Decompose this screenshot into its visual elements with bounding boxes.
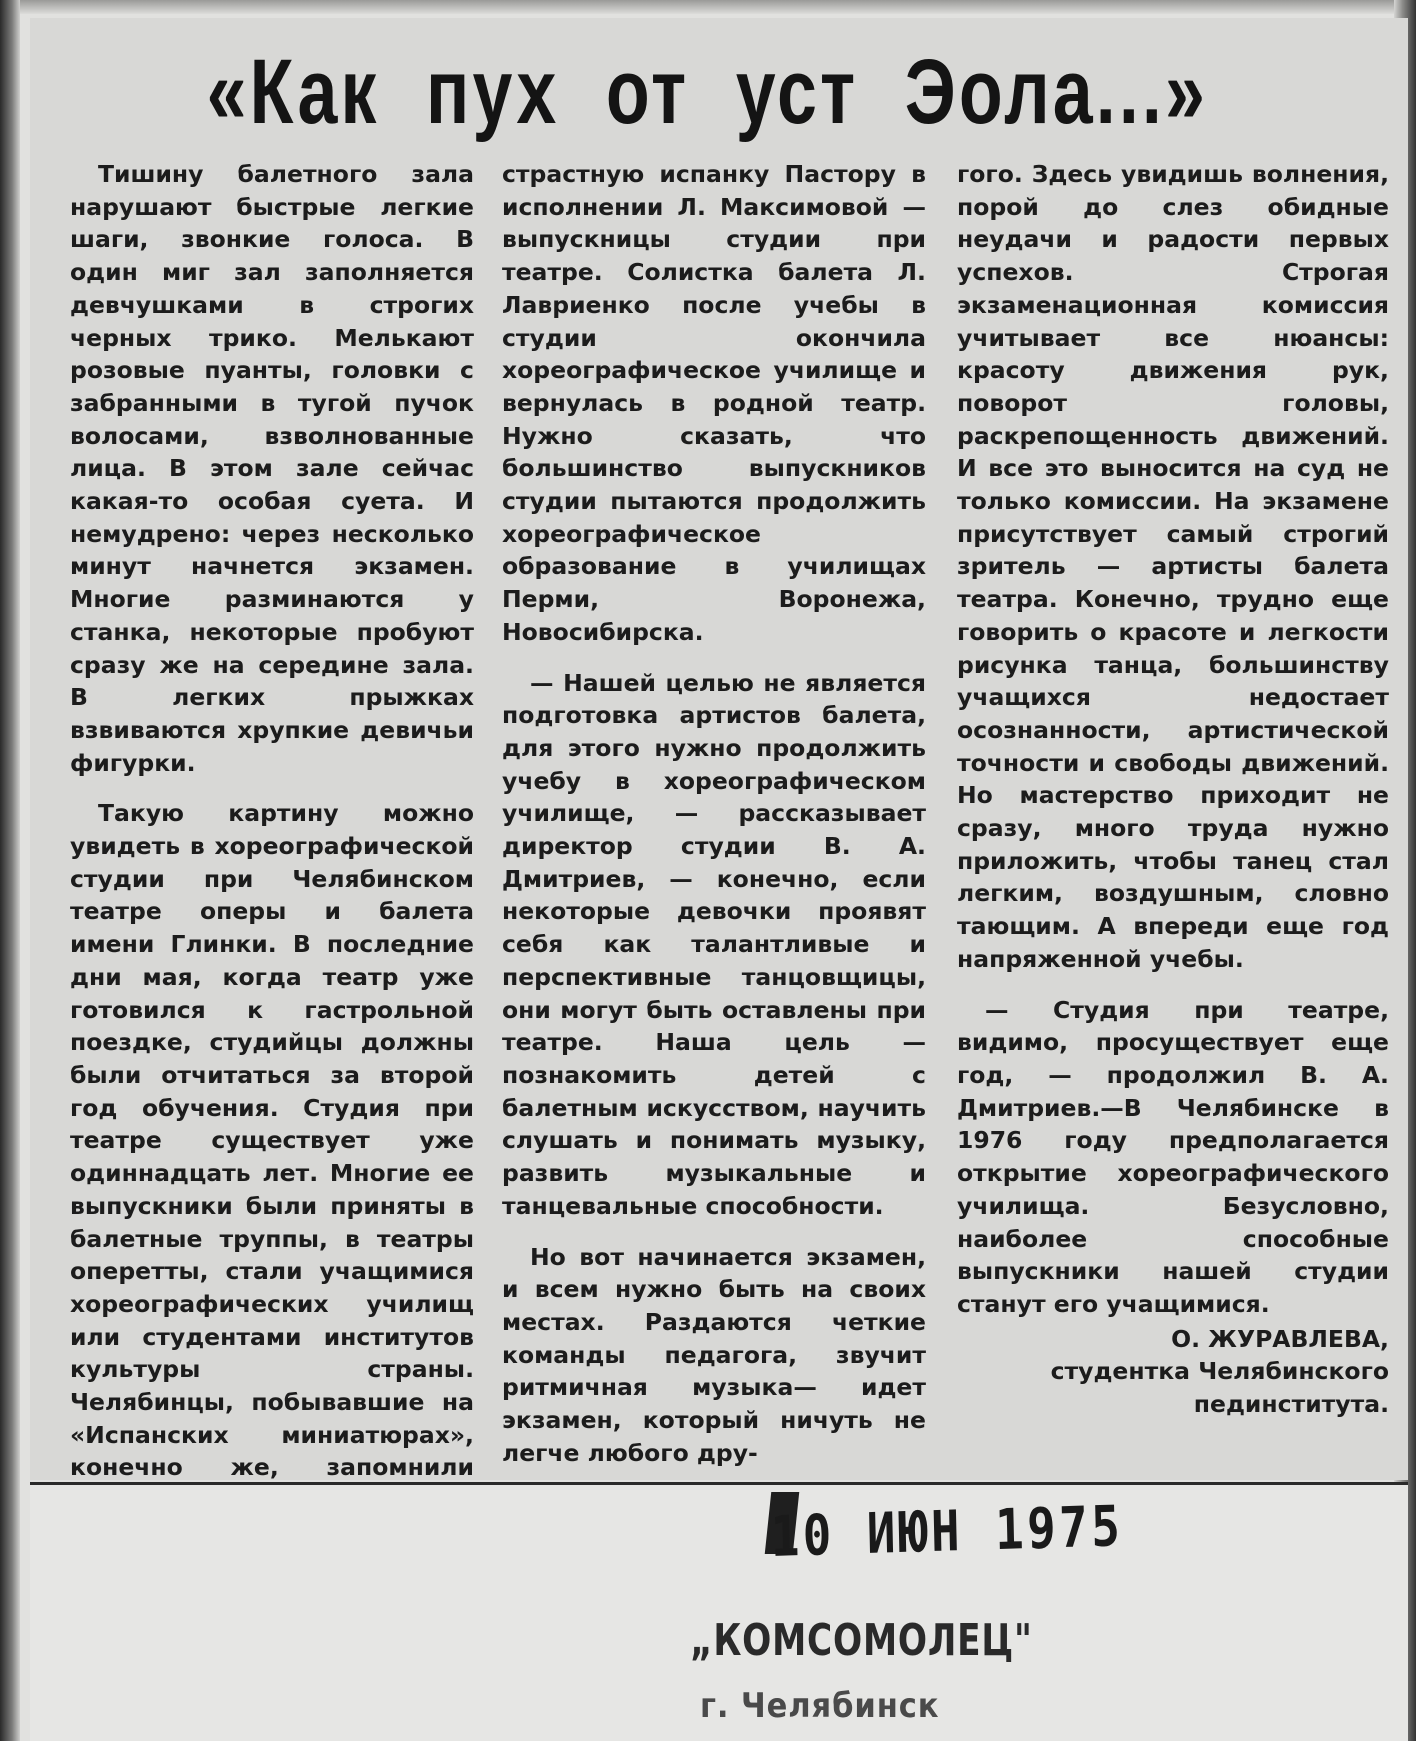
article-headline: «Как пух от уст Эола...» — [206, 41, 1209, 143]
paragraph: — Нашей целью не является подготовка артистов балета, для этого нужно продолжить учебу в хореографическом училище, — рассказывает директор студии В. А. Дмитриев, — конечно, если некоторые девочки проявят себя как талантливые и перспективные танцовщицы, они могут быть оставлены при театре. Наша цель — познакомить детей с балетным искусством, научить слушать и понимать музыку, развить музыкальные и танцевальные способности. — [502, 668, 926, 1220]
author-name: О. ЖУРАВЛЕВА, — [1171, 1324, 1389, 1353]
article-column-2 — [502, 158, 926, 1469]
article-column-3 — [957, 158, 1389, 1421]
article-column-1 — [70, 158, 474, 1517]
stamp-newspaper-name: „КОМСОМОЛЕЦ" — [690, 1615, 1033, 1666]
scan-edge-top — [0, 0, 1416, 14]
paragraph: Но вот начинается экзамен, и всем нужно быть на своих местах. Раздаются четкие команды педагога, звучит ритмичная музыка— идет экзамен, который ничуть не легче любого дру- — [502, 1242, 926, 1467]
paragraph: страстную испанку Пастору в исполнении Л. Максимовой — выпускницы студии при театре. Солистка балета Л. Лавриенко после учебы в студии окончила хореографическое училище и вернулась в родной театр. Нужно сказать, что большинство выпускников студии пытаются продолжить хореографическое образование в училищах Перми, Воронежа, Новосибирска. — [502, 160, 926, 646]
author-institution: пединститута. — [1193, 1390, 1389, 1419]
paragraph: гого. Здесь увидишь волнения, порой до слез обидные неудачи и радости первых успехов. Строгая экзаменационная комиссия учитывает все нюансы: красоту движения рук, поворот головы, раскрепощенность движений. И все это выносится на суд не только комиссии. На экзамене присутствует самый строгий зритель — артисты балета театра. Конечно, трудно еще говорить о красоте и легкости рисунка танца, большинству учащихся недостает осознанности, артистической точности и свободы движений. Но мастерство приходит не сразу, много труда нужно приложить, чтобы танец стал легким, воздушным, словно тающим. А впереди еще год напряженной учебы. — [957, 160, 1389, 973]
paragraph: Такую картину можно увидеть в хореографической студии при Челябинском театре оперы и балета имени Глинки. В последние дни мая, когда театр уже готовился к гастрольной поездке, студийцы должны были отчитаться за второй год обучения. Студия при театре существует уже одиннадцать лет. Многие ее выпускники были приняты в балетные труппы, в театры оперетты, стали учащимися хореографических училищ или студентами институтов культуры страны. Челябинцы, побывавшие на «Испанских миниатюрах», конечно же, запомнили — [70, 799, 474, 1482]
stamp-date: 10 ИЮН 1975 — [770, 1494, 1124, 1570]
stamp-city: г. Челябинск — [700, 1686, 940, 1726]
scan-edge-left — [0, 0, 20, 1741]
paragraph: Тишину балетного зала нарушают быстрые легкие шаги, звонкие голоса. В один миг зал заполняется девчушками в строгих черных трико. Мелькают розовые пуанты, головки с забранными в тугой пучок волосами, взволнованные лица. В этом зале сейчас какая-то особая суета. И немудрено: через несколько минут начнется экзамен. Многие разминаются у станка, некоторые пробуют сразу же на середине зала. В легких прыжках взвиваются хрупкие девичьи фигурки. — [70, 160, 474, 777]
paragraph: — Студия при театре, видимо, просуществует еще год, — продолжил В. А. Дмитриев.—В Челябинске в 1976 году предполагается открытие хореографического училища. Безусловно, наиболее способные выпускники нашей студии станут его учащимися. — [957, 995, 1389, 1318]
author-role: студентка Челябинского — [1050, 1357, 1389, 1386]
